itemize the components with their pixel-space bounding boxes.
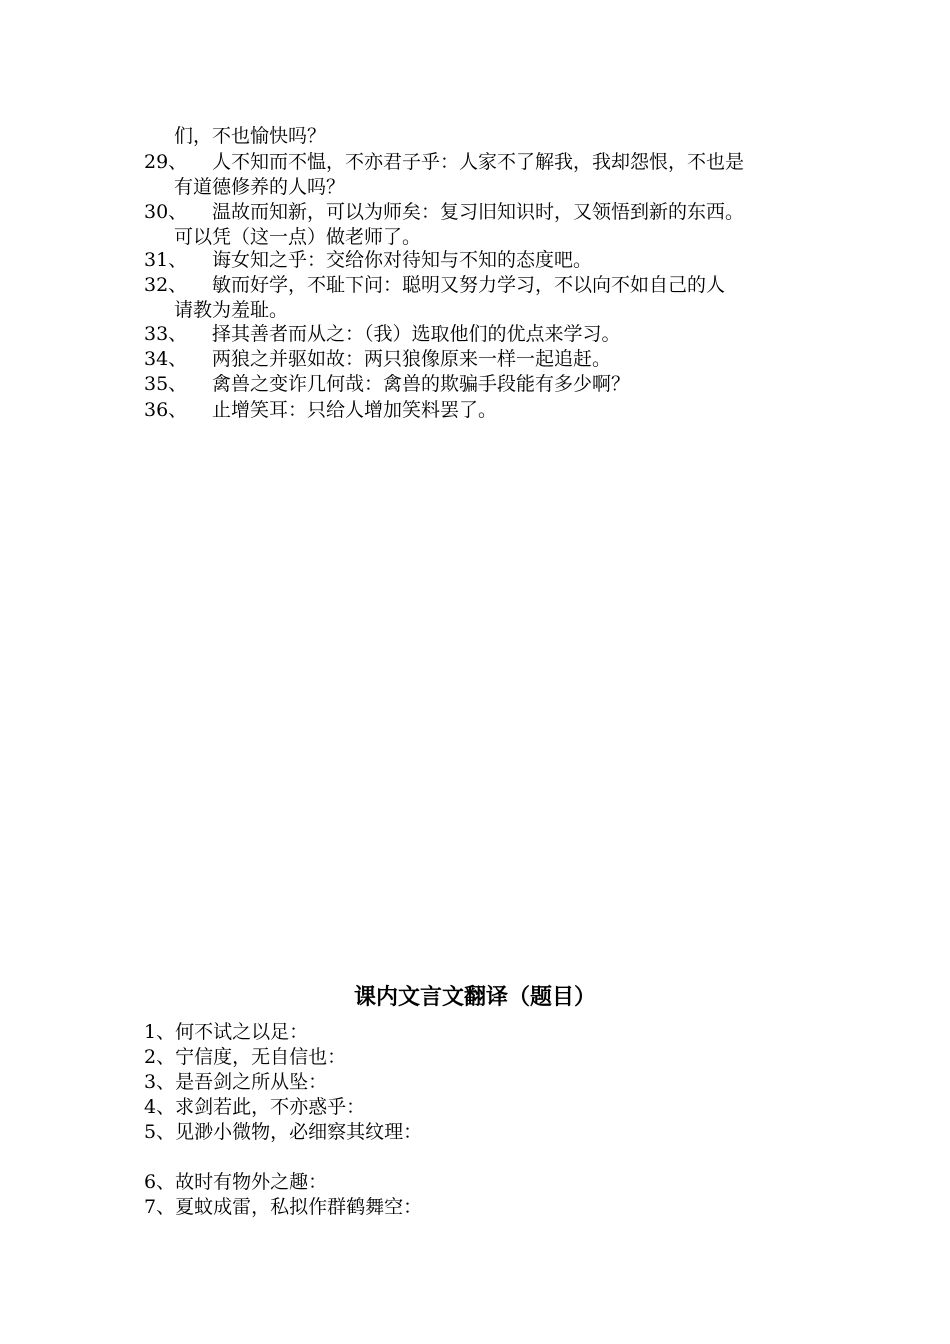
section-title: 课内文言文翻译（题目） (353, 985, 596, 1010)
question-item-4: 4、求剑若此，不亦惑乎： (144, 1096, 366, 1118)
item-number: 29、 (144, 151, 188, 173)
item-text: 诲女知之乎：交给你对待知与不知的态度吧。 (212, 249, 593, 271)
translation-item-30-line2 (144, 225, 421, 250)
question-item-5: 5、见渺小微物，必细察其纹理： (144, 1121, 423, 1143)
item-text: 止增笑耳：只给人增加笑料罢了。 (212, 399, 498, 421)
question-item-1: 1、何不试之以足： (144, 1021, 309, 1043)
item-number: 36、 (144, 399, 188, 421)
item-number: 31、 (144, 249, 188, 271)
translation-item-30 (144, 200, 744, 225)
item-28-continuation (144, 124, 326, 149)
question-item-2: 2、宁信度，无自信也： (144, 1046, 347, 1068)
item-text-continued: 有道德修养的人吗？ (174, 176, 346, 198)
item-text: 温故而知新，可以为师矣：复习旧知识时，又领悟到新的东西。 (212, 201, 745, 223)
translation-item-31 (144, 248, 592, 273)
translation-item-32-line2 (144, 298, 288, 323)
translation-item-34 (144, 347, 611, 372)
item-number: 34、 (144, 348, 188, 370)
item-text: 禽兽之变诈几何哉：禽兽的欺骗手段能有多少啊？ (212, 373, 631, 395)
translation-item-36 (144, 398, 497, 423)
item-text-continued: 请教为羞耻。 (174, 299, 289, 321)
item-text-continued: 可以凭（这一点）做老师了。 (174, 226, 422, 248)
translation-item-35 (144, 372, 630, 397)
translation-item-29 (144, 150, 744, 175)
item-text: 择其善者而从之：（我）选取他们的优点来学习。 (212, 323, 621, 345)
question-item-7: 7、夏蚊成雷，私拟作群鹤舞空： (144, 1196, 423, 1218)
item-text: 敏而好学，不耻下问：聪明又努力学习，不以向不如自己的人 (212, 274, 726, 296)
question-item-6: 6、故时有物外之趣： (144, 1171, 328, 1193)
item-text: 两狼之并驱如故：两只狼像原来一样一起追赶。 (212, 348, 612, 370)
continuation-text: 们，不也愉快吗？ (174, 125, 327, 147)
item-text: 人不知而不愠，不亦君子乎：人家不了解我，我却怨恨，不也是 (212, 151, 745, 173)
translation-item-33 (144, 322, 621, 347)
item-number: 35、 (144, 373, 188, 395)
translation-item-29-line2 (144, 175, 345, 200)
item-number: 30、 (144, 201, 188, 223)
item-number: 33、 (144, 323, 188, 345)
question-item-3: 3、是吾剑之所从坠： (144, 1071, 328, 1093)
item-number: 32、 (144, 274, 188, 296)
translation-item-32 (144, 273, 725, 298)
